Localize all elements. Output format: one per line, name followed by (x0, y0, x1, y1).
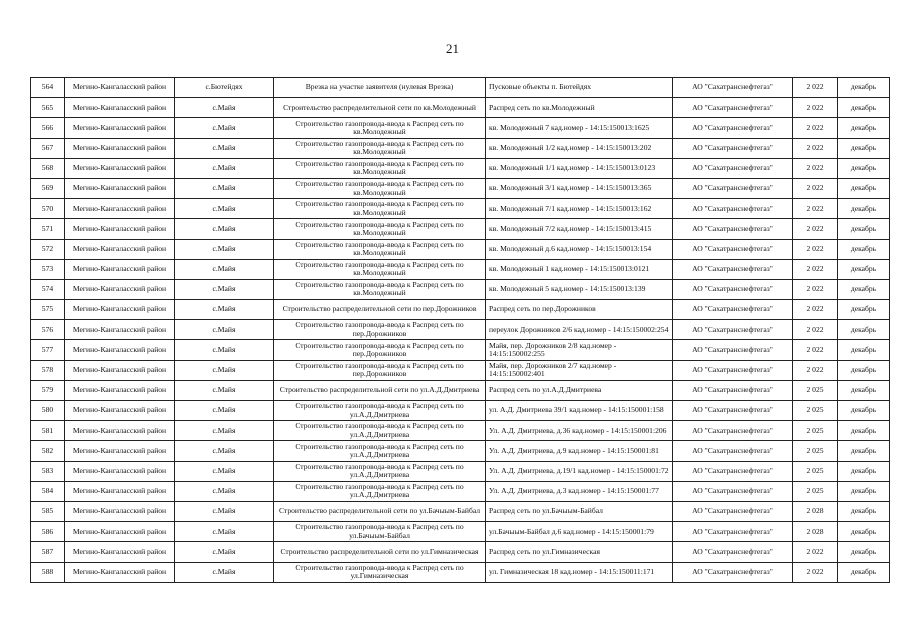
district-cell: Мегино-Кангаласский район (65, 199, 175, 219)
table-row (31, 199, 890, 219)
organization-cell: АО "Сахатранснефтегаз" (673, 199, 793, 219)
locality-cell: с.Майя (175, 259, 274, 279)
month-cell: декабрь (838, 199, 890, 219)
object-cell: ул. Гимназическая 18 кад.номер - 14:15:150011:171 (486, 562, 673, 582)
locality-cell: с.Майя (175, 401, 274, 421)
organization-cell: АО "Сахатранснефтегаз" (673, 441, 793, 461)
table-row (31, 178, 890, 198)
table-row (31, 522, 890, 542)
row-number: 566 (31, 118, 65, 138)
year-cell: 2 025 (793, 380, 838, 400)
row-number: 572 (31, 239, 65, 259)
locality-cell: с.Майя (175, 562, 274, 582)
district-cell: Мегино-Кангаласский район (65, 239, 175, 259)
object-cell: Ул. А.Д. Дмитриева, д.3 кад.номер - 14:15:150001:77 (486, 481, 673, 501)
work-description-cell: Строительство газопровода-ввода к Распред сеть по пер.Дорожников (274, 340, 486, 360)
register-table-body (31, 78, 890, 583)
row-number: 564 (31, 78, 65, 98)
table-row (31, 461, 890, 481)
work-description-cell: Строительство газопровода-ввода к Распред сеть по ул.А.Д.Дмитриева (274, 461, 486, 481)
locality-cell: с.Майя (175, 98, 274, 118)
row-number: 568 (31, 158, 65, 178)
row-number: 588 (31, 562, 65, 582)
organization-cell: АО "Сахатранснефтегаз" (673, 461, 793, 481)
register-table (30, 77, 890, 583)
table-row (31, 320, 890, 340)
district-cell: Мегино-Кангаласский район (65, 259, 175, 279)
district-cell: Мегино-Кангаласский район (65, 461, 175, 481)
object-cell: кв. Молодежный 1 кад.номер - 14:15:150013:0121 (486, 259, 673, 279)
district-cell: Мегино-Кангаласский район (65, 178, 175, 198)
month-cell: декабрь (838, 340, 890, 360)
row-number: 576 (31, 320, 65, 340)
work-description-cell: Строительство газопровода-ввода к Распред сеть по ул.Гимназическая (274, 562, 486, 582)
organization-cell: АО "Сахатранснефтегаз" (673, 522, 793, 542)
locality-cell: с.Бютейдях (175, 78, 274, 98)
year-cell: 2 022 (793, 199, 838, 219)
row-number: 581 (31, 421, 65, 441)
locality-cell: с.Майя (175, 300, 274, 320)
year-cell: 2 022 (793, 178, 838, 198)
table-row (31, 501, 890, 521)
year-cell: 2 025 (793, 421, 838, 441)
table-row (31, 259, 890, 279)
district-cell: Мегино-Кангаласский район (65, 380, 175, 400)
month-cell: декабрь (838, 360, 890, 380)
month-cell: декабрь (838, 300, 890, 320)
table-row (31, 542, 890, 562)
object-cell: кв. Молодежный 7 кад.номер - 14:15:150013:1625 (486, 118, 673, 138)
district-cell: Мегино-Кангаласский район (65, 401, 175, 421)
locality-cell: с.Майя (175, 441, 274, 461)
work-description-cell: Строительство газопровода-ввода к Распред сеть по ул.А.Д.Дмитриева (274, 401, 486, 421)
year-cell: 2 022 (793, 542, 838, 562)
district-cell: Мегино-Кангаласский район (65, 158, 175, 178)
table-row (31, 481, 890, 501)
table-row (31, 219, 890, 239)
object-cell: Пусковые объекты п. Бютейдях (486, 78, 673, 98)
object-cell: кв. Молодежный 1/2 кад.номер - 14:15:150013:202 (486, 138, 673, 158)
row-number: 574 (31, 279, 65, 299)
year-cell: 2 028 (793, 501, 838, 521)
locality-cell: с.Майя (175, 138, 274, 158)
row-number: 569 (31, 178, 65, 198)
locality-cell: с.Майя (175, 158, 274, 178)
locality-cell: с.Майя (175, 542, 274, 562)
year-cell: 2 022 (793, 320, 838, 340)
month-cell: декабрь (838, 421, 890, 441)
district-cell: Мегино-Кангаласский район (65, 522, 175, 542)
object-cell: Ул. А.Д. Дмитриева, д.19/1 кад.номер - 14:15:150001:72 (486, 461, 673, 481)
district-cell: Мегино-Кангаласский район (65, 441, 175, 461)
row-number: 573 (31, 259, 65, 279)
object-cell: Распред сеть по кв.Молодежный (486, 98, 673, 118)
district-cell: Мегино-Кангаласский район (65, 501, 175, 521)
month-cell: декабрь (838, 239, 890, 259)
locality-cell: с.Майя (175, 380, 274, 400)
month-cell: декабрь (838, 118, 890, 138)
month-cell: декабрь (838, 259, 890, 279)
row-number: 578 (31, 360, 65, 380)
locality-cell: с.Майя (175, 199, 274, 219)
month-cell: декабрь (838, 78, 890, 98)
month-cell: декабрь (838, 380, 890, 400)
year-cell: 2 022 (793, 279, 838, 299)
organization-cell: АО "Сахатранснефтегаз" (673, 118, 793, 138)
work-description-cell: Строительство распределительной сети по пер.Дорожников (274, 300, 486, 320)
district-cell: Мегино-Кангаласский район (65, 340, 175, 360)
object-cell: Ул. А.Д. Дмитриева, д.36 кад.номер - 14:15:150001:206 (486, 421, 673, 441)
object-cell: ул. А.Д. Дмитриева 39/1 кад.номер - 14:15:150001:158 (486, 401, 673, 421)
year-cell: 2 022 (793, 300, 838, 320)
work-description-cell: Строительство газопровода-ввода к Распред сеть по кв.Молодежный (274, 118, 486, 138)
district-cell: Мегино-Кангаласский район (65, 98, 175, 118)
locality-cell: с.Майя (175, 501, 274, 521)
table-row (31, 421, 890, 441)
organization-cell: АО "Сахатранснефтегаз" (673, 380, 793, 400)
year-cell: 2 022 (793, 98, 838, 118)
row-number: 570 (31, 199, 65, 219)
district-cell: Мегино-Кангаласский район (65, 219, 175, 239)
work-description-cell: Врезка на участке заявителя (нулевая Врезка) (274, 78, 486, 98)
locality-cell: с.Майя (175, 239, 274, 259)
object-cell: кв. Молодежный 7/1 кад.номер - 14:15:150013:162 (486, 199, 673, 219)
work-description-cell: Строительство газопровода-ввода к Распред сеть по кв.Молодежный (274, 199, 486, 219)
year-cell: 2 022 (793, 259, 838, 279)
work-description-cell: Строительство распределительной сети по ул.А.Д.Дмитриева (274, 380, 486, 400)
year-cell: 2 022 (793, 360, 838, 380)
month-cell: декабрь (838, 320, 890, 340)
table-row (31, 562, 890, 582)
locality-cell: с.Майя (175, 279, 274, 299)
work-description-cell: Строительство газопровода-ввода к Распред сеть по кв.Молодежный (274, 178, 486, 198)
work-description-cell: Строительство газопровода-ввода к Распред сеть по пер.Дорожников (274, 360, 486, 380)
year-cell: 2 028 (793, 522, 838, 542)
organization-cell: АО "Сахатранснефтегаз" (673, 279, 793, 299)
locality-cell: с.Майя (175, 421, 274, 441)
district-cell: Мегино-Кангаласский район (65, 421, 175, 441)
object-cell: Распред сеть по ул.Гимназическая (486, 542, 673, 562)
work-description-cell: Строительство газопровода-ввода к Распред сеть по кв.Молодежный (274, 158, 486, 178)
table-row (31, 401, 890, 421)
work-description-cell: Строительство распределительной сети по ул.Гимназическая (274, 542, 486, 562)
district-cell: Мегино-Кангаласский район (65, 481, 175, 501)
locality-cell: с.Майя (175, 360, 274, 380)
organization-cell: АО "Сахатранснефтегаз" (673, 239, 793, 259)
row-number: 584 (31, 481, 65, 501)
locality-cell: с.Майя (175, 320, 274, 340)
month-cell: декабрь (838, 279, 890, 299)
district-cell: Мегино-Кангаласский район (65, 78, 175, 98)
row-number: 586 (31, 522, 65, 542)
table-row (31, 138, 890, 158)
object-cell: Ул. А.Д. Дмитриева, д.9 кад.номер - 14:15:150001:81 (486, 441, 673, 461)
month-cell: декабрь (838, 441, 890, 461)
object-cell: Майя, пер. Дорожников 2/8 кад.номер - 14:15:150002:255 (486, 340, 673, 360)
row-number: 580 (31, 401, 65, 421)
month-cell: декабрь (838, 461, 890, 481)
year-cell: 2 022 (793, 219, 838, 239)
row-number: 585 (31, 501, 65, 521)
year-cell: 2 022 (793, 138, 838, 158)
object-cell: кв. Молодежный 3/1 кад.номер - 14:15:150013:365 (486, 178, 673, 198)
organization-cell: АО "Сахатранснефтегаз" (673, 98, 793, 118)
table-row (31, 118, 890, 138)
work-description-cell: Строительство газопровода-ввода к Распред сеть по пер.Дорожников (274, 320, 486, 340)
table-row (31, 78, 890, 98)
page-number: 21 (446, 41, 459, 56)
row-number: 565 (31, 98, 65, 118)
work-description-cell: Строительство газопровода-ввода к Распред сеть по ул.А.Д.Дмитриева (274, 441, 486, 461)
organization-cell: АО "Сахатранснефтегаз" (673, 360, 793, 380)
district-cell: Мегино-Кангаласский район (65, 118, 175, 138)
object-cell: ул.Бачыым-Байбал д.6 кад.номер - 14:15:150001:79 (486, 522, 673, 542)
month-cell: декабрь (838, 542, 890, 562)
table-row (31, 98, 890, 118)
work-description-cell: Строительство газопровода-ввода к Распред сеть по кв.Молодежный (274, 239, 486, 259)
object-cell: Распред сеть по ул.А.Д.Дмитриева (486, 380, 673, 400)
organization-cell: АО "Сахатранснефтегаз" (673, 138, 793, 158)
object-cell: переулок Дорожников 2/6 кад.номер - 14:15:150002:254 (486, 320, 673, 340)
organization-cell: АО "Сахатранснефтегаз" (673, 340, 793, 360)
work-description-cell: Строительство газопровода-ввода к Распред сеть по кв.Молодежный (274, 138, 486, 158)
district-cell: Мегино-Кангаласский район (65, 320, 175, 340)
district-cell: Мегино-Кангаласский район (65, 279, 175, 299)
locality-cell: с.Майя (175, 340, 274, 360)
row-number: 583 (31, 461, 65, 481)
work-description-cell: Строительство распределительной сети по ул.Бачыым-Байбал (274, 501, 486, 521)
organization-cell: АО "Сахатранснефтегаз" (673, 542, 793, 562)
locality-cell: с.Майя (175, 461, 274, 481)
organization-cell: АО "Сахатранснефтегаз" (673, 320, 793, 340)
row-number: 582 (31, 441, 65, 461)
table-row (31, 441, 890, 461)
month-cell: декабрь (838, 522, 890, 542)
organization-cell: АО "Сахатранснефтегаз" (673, 300, 793, 320)
district-cell: Мегино-Кангаласский район (65, 562, 175, 582)
table-row (31, 340, 890, 360)
organization-cell: АО "Сахатранснефтегаз" (673, 401, 793, 421)
month-cell: декабрь (838, 481, 890, 501)
locality-cell: с.Майя (175, 522, 274, 542)
object-cell: Майя, пер. Дорожников 2/7 кад.номер - 14:15:150002:401 (486, 360, 673, 380)
year-cell: 2 025 (793, 441, 838, 461)
organization-cell: АО "Сахатранснефтегаз" (673, 501, 793, 521)
organization-cell: АО "Сахатранснефтегаз" (673, 158, 793, 178)
year-cell: 2 025 (793, 481, 838, 501)
district-cell: Мегино-Кангаласский район (65, 138, 175, 158)
work-description-cell: Строительство газопровода-ввода к Распред сеть по ул.А.Д.Дмитриева (274, 421, 486, 441)
work-description-cell: Строительство газопровода-ввода к Распред сеть по ул.А.Д.Дмитриева (274, 481, 486, 501)
row-number: 567 (31, 138, 65, 158)
year-cell: 2 022 (793, 340, 838, 360)
object-cell: кв. Молодежный 1/1 кад.номер - 14:15:150013:0123 (486, 158, 673, 178)
row-number: 587 (31, 542, 65, 562)
month-cell: декабрь (838, 501, 890, 521)
organization-cell: АО "Сахатранснефтегаз" (673, 259, 793, 279)
locality-cell: с.Майя (175, 178, 274, 198)
month-cell: декабрь (838, 158, 890, 178)
work-description-cell: Строительство распределительной сети по кв.Молодежный (274, 98, 486, 118)
row-number: 575 (31, 300, 65, 320)
month-cell: декабрь (838, 401, 890, 421)
month-cell: декабрь (838, 178, 890, 198)
table-row (31, 279, 890, 299)
organization-cell: АО "Сахатранснефтегаз" (673, 562, 793, 582)
year-cell: 2 022 (793, 78, 838, 98)
month-cell: декабрь (838, 219, 890, 239)
month-cell: декабрь (838, 98, 890, 118)
work-description-cell: Строительство газопровода-ввода к Распред сеть по кв.Молодежный (274, 219, 486, 239)
year-cell: 2 025 (793, 401, 838, 421)
object-cell: Распред сеть по пер.Дорожников (486, 300, 673, 320)
row-number: 579 (31, 380, 65, 400)
year-cell: 2 022 (793, 562, 838, 582)
organization-cell: АО "Сахатранснефтегаз" (673, 481, 793, 501)
year-cell: 2 025 (793, 461, 838, 481)
locality-cell: с.Майя (175, 481, 274, 501)
row-number: 577 (31, 340, 65, 360)
work-description-cell: Строительство газопровода-ввода к Распред сеть по кв.Молодежный (274, 279, 486, 299)
row-number: 571 (31, 219, 65, 239)
organization-cell: АО "Сахатранснефтегаз" (673, 219, 793, 239)
year-cell: 2 022 (793, 118, 838, 138)
table-row (31, 300, 890, 320)
object-cell: кв. Молодежный 7/2 кад.номер - 14:15:150013:415 (486, 219, 673, 239)
table-row (31, 158, 890, 178)
month-cell: декабрь (838, 138, 890, 158)
work-description-cell: Строительство газопровода-ввода к Распред сеть по ул.Бачыым-Байбал (274, 522, 486, 542)
table-row (31, 360, 890, 380)
district-cell: Мегино-Кангаласский район (65, 360, 175, 380)
work-description-cell: Строительство газопровода-ввода к Распред сеть по кв.Молодежный (274, 259, 486, 279)
month-cell: декабрь (838, 562, 890, 582)
table-row (31, 239, 890, 259)
object-cell: кв. Молодежный д.6 кад.номер - 14:15:150013:154 (486, 239, 673, 259)
object-cell: Распред сеть по ул.Бачыым-Байбал (486, 501, 673, 521)
district-cell: Мегино-Кангаласский район (65, 300, 175, 320)
year-cell: 2 022 (793, 239, 838, 259)
organization-cell: АО "Сахатранснефтегаз" (673, 178, 793, 198)
organization-cell: АО "Сахатранснефтегаз" (673, 421, 793, 441)
locality-cell: с.Майя (175, 118, 274, 138)
organization-cell: АО "Сахатранснефтегаз" (673, 78, 793, 98)
table-row (31, 380, 890, 400)
year-cell: 2 022 (793, 158, 838, 178)
district-cell: Мегино-Кангаласский район (65, 542, 175, 562)
object-cell: кв. Молодежный 5 кад.номер - 14:15:150013:139 (486, 279, 673, 299)
locality-cell: с.Майя (175, 219, 274, 239)
